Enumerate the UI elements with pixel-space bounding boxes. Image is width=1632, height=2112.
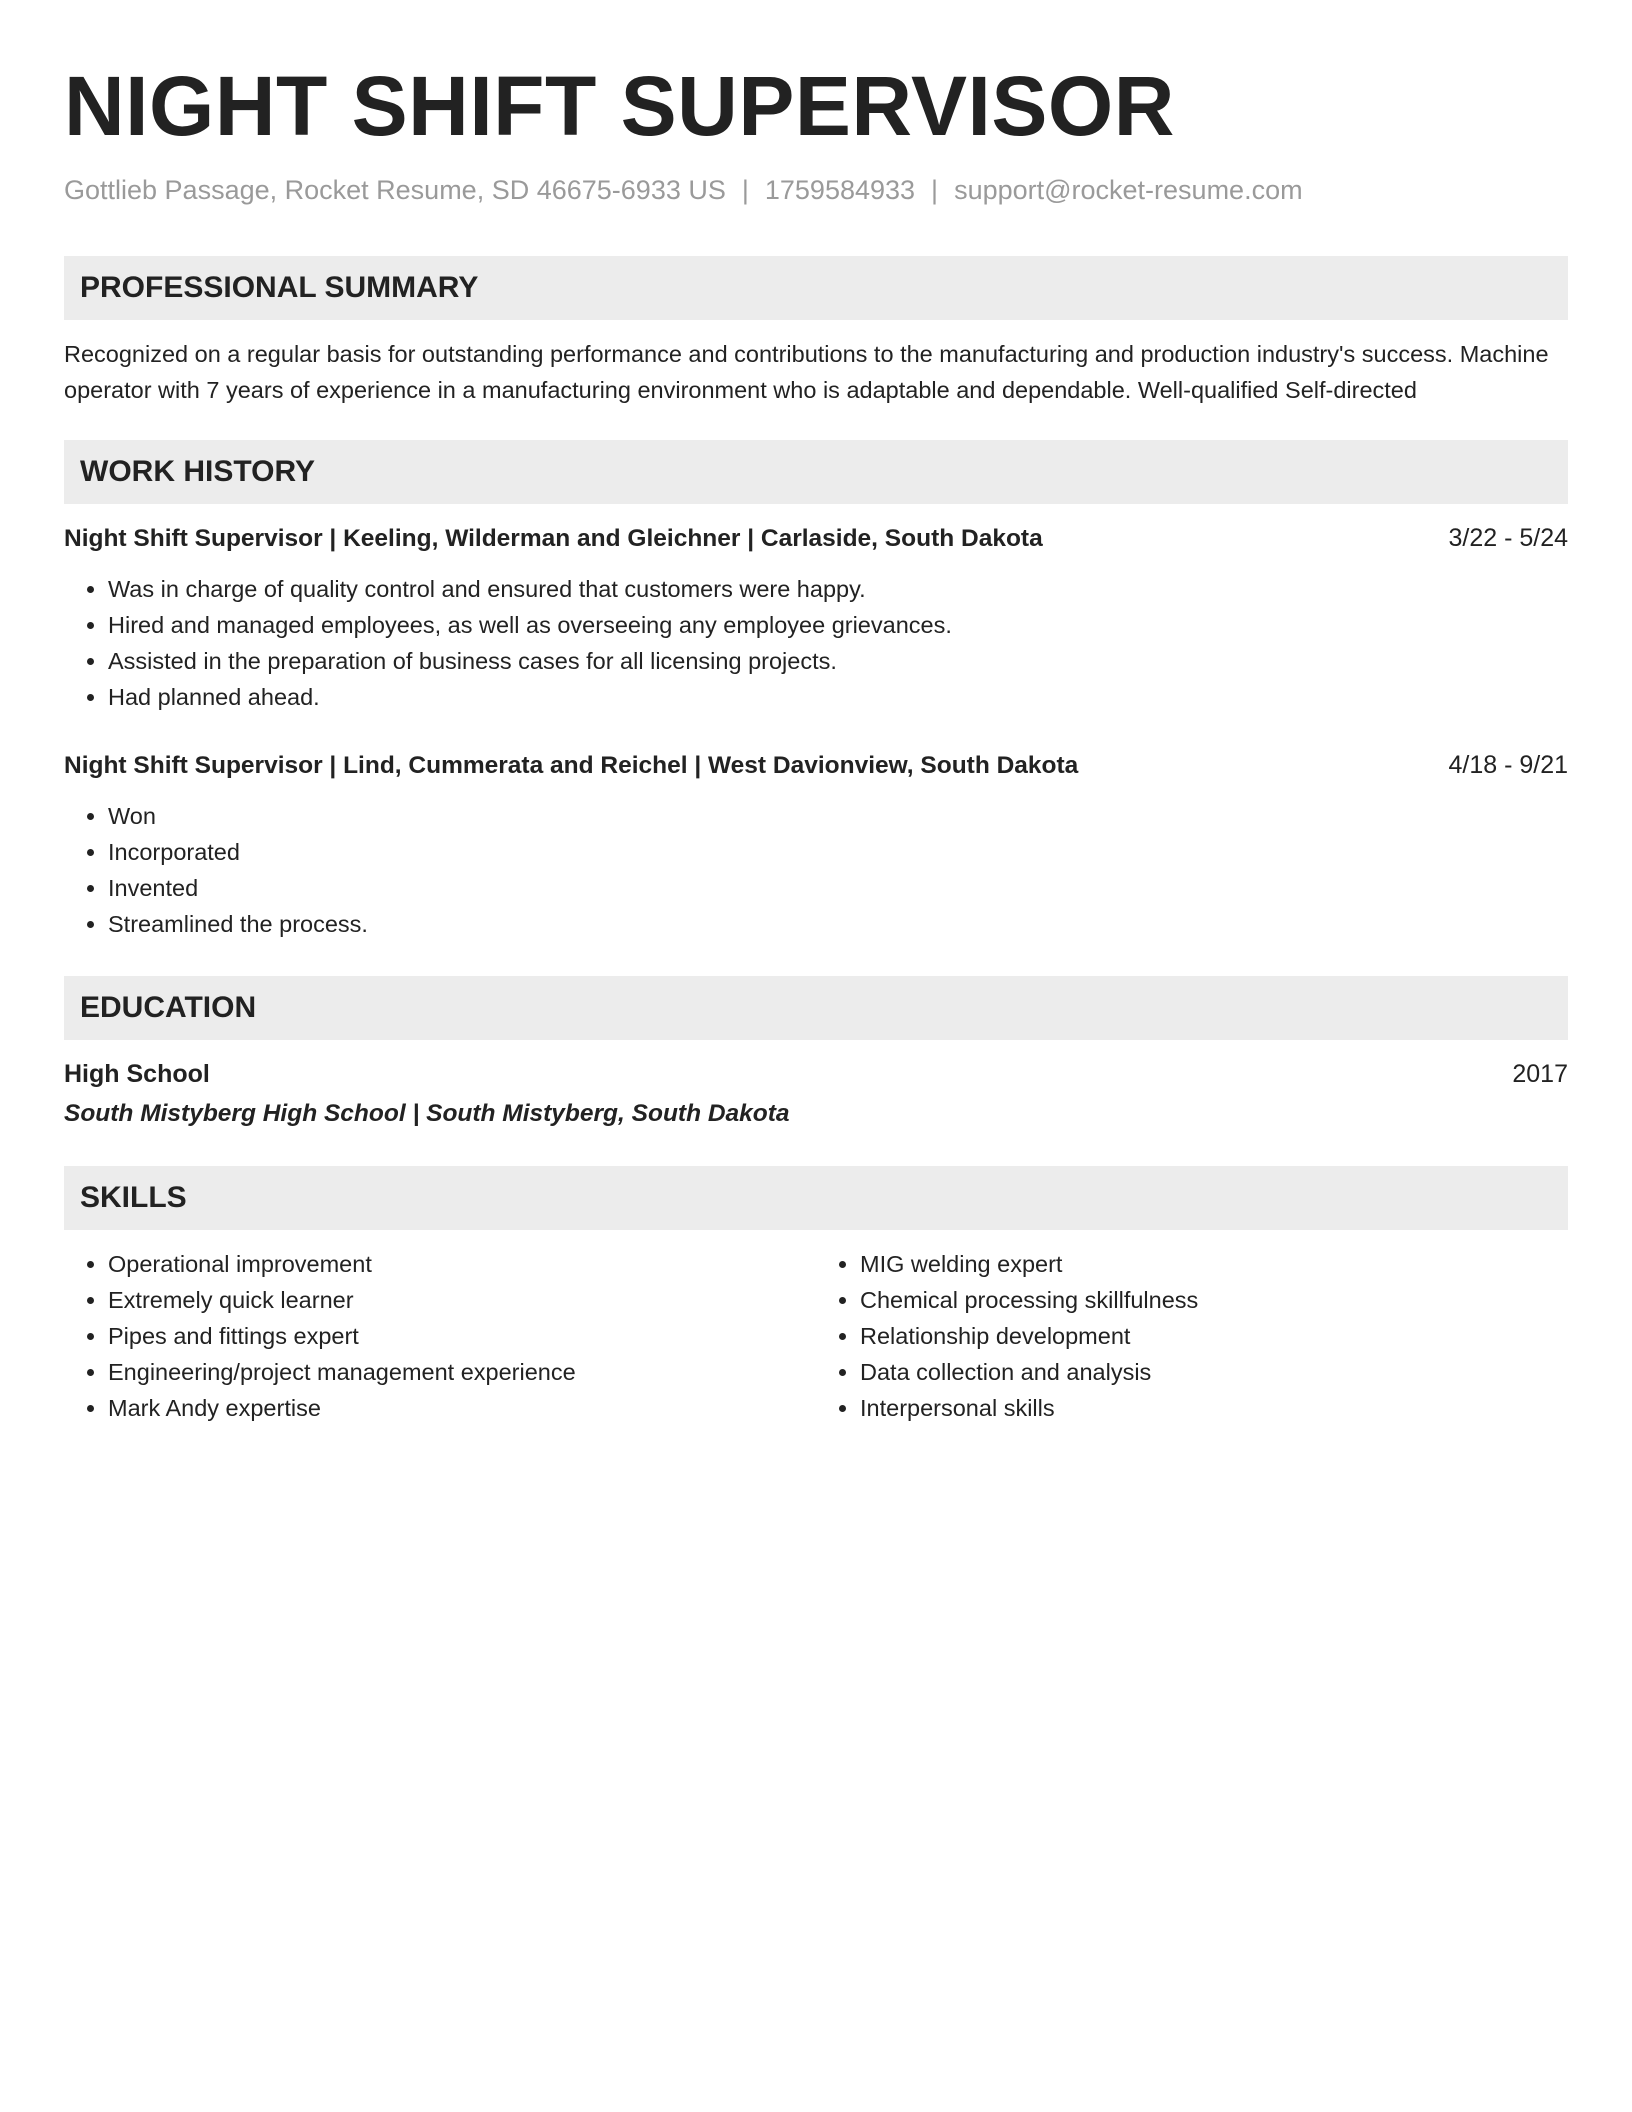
job-bullet: • Won xyxy=(108,798,1568,834)
contact-separator: | xyxy=(741,175,749,205)
skill-item: • MIG welding expert xyxy=(860,1246,1568,1282)
skills-column-right xyxy=(816,1246,1568,1426)
skills-list xyxy=(816,1246,1568,1426)
job-bullet: • Had planned ahead. xyxy=(108,679,1568,715)
job-bullets xyxy=(64,798,1568,942)
skills-grid xyxy=(64,1246,1568,1426)
job-bullet: • Incorporated xyxy=(108,834,1568,870)
job-entry xyxy=(64,520,1568,715)
skill-item: • Pipes and fittings expert xyxy=(108,1318,816,1354)
skill-item: • Mark Andy expertise xyxy=(108,1390,816,1426)
skill-item: • Data collection and analysis xyxy=(860,1354,1568,1390)
education-header xyxy=(64,1056,1568,1092)
skills-column-left xyxy=(64,1246,816,1426)
job-bullet: • Streamlined the process. xyxy=(108,906,1568,942)
education-year: 2017 xyxy=(1512,1060,1568,1088)
job-bullet: • Was in charge of quality control and ensured that customers were happy. xyxy=(108,571,1568,607)
skill-item: • Interpersonal skills xyxy=(860,1390,1568,1426)
contact-line xyxy=(64,172,1568,208)
job-header xyxy=(64,520,1568,557)
job-dates: 4/18 - 9/21 xyxy=(1448,751,1568,779)
contact-separator: | xyxy=(931,175,939,205)
job-bullet: • Assisted in the preparation of business cases for all licensing projects. xyxy=(108,643,1568,679)
job-bullets xyxy=(64,571,1568,715)
summary-text: Recognized on a regular basis for outstanding performance and contributions to the manufacturing and production industry's success. Machine operator with 7 years of experience in a manufacturing environment who is adaptable and dependable. Well-qualified Self-directed xyxy=(64,341,1549,403)
skill-item: • Engineering/project management experience xyxy=(108,1354,816,1390)
job-dates: 3/22 - 5/24 xyxy=(1448,524,1568,552)
candidate-title: NIGHT SHIFT SUPERVISOR xyxy=(64,59,1175,153)
skill-item: • Relationship development xyxy=(860,1318,1568,1354)
contact-email: support@rocket-resume.com xyxy=(954,175,1303,205)
skill-item: • Chemical processing skillfulness xyxy=(860,1282,1568,1318)
education-school: South Mistyberg High School | South Mistyberg, South Dakota xyxy=(64,1100,790,1127)
job-header xyxy=(64,747,1568,784)
skill-item: • Operational improvement xyxy=(108,1246,816,1282)
contact-phone: 1759584933 xyxy=(764,175,916,205)
section-heading-skills: SKILLS xyxy=(64,1166,1568,1230)
contact-address: Gottlieb Passage, Rocket Resume, SD 46675-6933 US xyxy=(64,175,726,205)
section-heading-education: EDUCATION xyxy=(64,976,1568,1040)
job-title: Night Shift Supervisor | Lind, Cummerata and Reichel | West Davionview, South Dakota xyxy=(64,752,1079,779)
job-entry xyxy=(64,747,1568,942)
section-heading-summary: PROFESSIONAL SUMMARY xyxy=(64,256,1568,320)
job-bullet: • Invented xyxy=(108,870,1568,906)
job-bullet: • Hired and managed employees, as well as overseeing any employee grievances. xyxy=(108,607,1568,643)
skills-list xyxy=(64,1246,816,1426)
section-heading-work-history: WORK HISTORY xyxy=(64,440,1568,504)
job-title: Night Shift Supervisor | Keeling, Wilderman and Gleichner | Carlaside, South Dakota xyxy=(64,525,1043,552)
education-degree: High School xyxy=(64,1060,210,1088)
skill-item: • Extremely quick learner xyxy=(108,1282,816,1318)
